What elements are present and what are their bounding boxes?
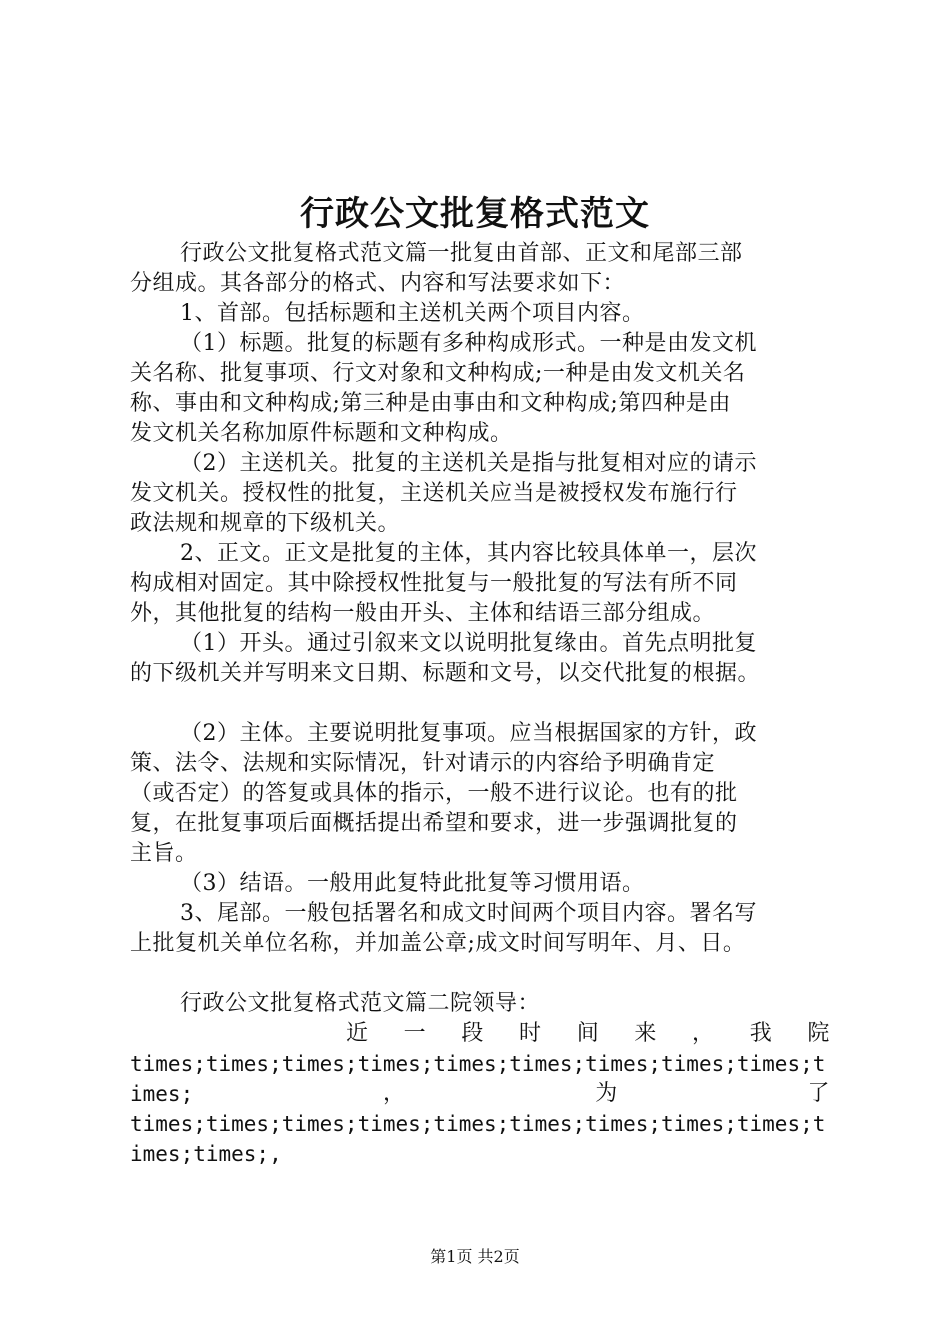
paragraph-line: imes;times;, bbox=[130, 1142, 282, 1166]
paragraph-line: 发文机关名称加原件标题和文种构成。 bbox=[130, 421, 513, 446]
paragraph-line: 行政公文批复格式范文篇一批复由首部、正文和尾部三部 bbox=[180, 241, 743, 266]
paragraph-line: 发文机关。授权性的批复，主送机关应当是被授权发布施行行 bbox=[130, 481, 738, 506]
paragraph-line: 行政公文批复格式范文篇二院领导： bbox=[180, 991, 541, 1016]
spread-char: 一 bbox=[403, 1021, 427, 1046]
spread-char: 院 bbox=[807, 1021, 830, 1046]
paragraph-line: （2）主体。主要说明批复事项。应当根据国家的方针，政 bbox=[180, 721, 757, 746]
paragraph-line: （1）开头。通过引叙来文以说明批复缘由。首先点明批复 bbox=[180, 631, 757, 656]
paragraph-line: （3）结语。一般用此复特此批复等习惯用语。 bbox=[180, 871, 645, 896]
spread-char: 近 bbox=[346, 1021, 369, 1046]
paragraph-line: 构成相对固定。其中除授权性批复与一般批复的写法有所不同 bbox=[130, 571, 738, 596]
paragraph-line: times;times;times;times;times;times;times;times;times;t bbox=[130, 1112, 826, 1136]
paragraph-line: 上批复机关单位名称，并加盖公章;成文时间写明年、月、日。 bbox=[130, 931, 746, 956]
paragraph-line: 3、尾部。一般包括署名和成文时间两个项目内容。署名写 bbox=[180, 901, 757, 926]
blank-line bbox=[130, 959, 830, 989]
blank-line bbox=[130, 689, 830, 719]
document-title: 行政公文批复格式范文 bbox=[300, 194, 650, 234]
spread-char: 时 bbox=[519, 1021, 542, 1046]
paragraph-line: 2、正文。正文是批复的主体，其内容比较具体单一，层次 bbox=[180, 541, 757, 566]
paragraph-line: times;times;times;times;times;times;times;times;times;t bbox=[130, 1052, 826, 1076]
spread-char: ， bbox=[382, 1081, 406, 1106]
paragraph-line: （1）标题。批复的标题有多种构成形式。一种是由发文机 bbox=[180, 331, 757, 356]
spread-line bbox=[130, 1079, 830, 1109]
paragraph-line: （2）主送机关。批复的主送机关是指与批复相对应的请示 bbox=[180, 451, 757, 476]
paragraph-line: 称、事由和文种构成;第三种是由事由和文种构成;第四种是由 bbox=[130, 391, 731, 416]
spread-char: ， bbox=[692, 1021, 715, 1046]
page-footer: 第1页 共2页 bbox=[430, 1247, 520, 1266]
paragraph-line: 策、法令、法规和实际情况，针对请示的内容给予明确肯定 bbox=[130, 751, 716, 776]
paragraph-line: 复，在批复事项后面概括提出希望和要求，进一步强调批复的 bbox=[130, 811, 738, 836]
spread-word: imes; bbox=[130, 1082, 194, 1106]
spread-char: 为 bbox=[595, 1081, 618, 1106]
spread-char: 来 bbox=[634, 1021, 657, 1046]
spread-char: 间 bbox=[576, 1021, 600, 1046]
paragraph-line: 1、首部。包括标题和主送机关两个项目内容。 bbox=[180, 301, 645, 326]
paragraph-line: 外，其他批复的结构一般由开头、主体和结语三部分组成。 bbox=[130, 601, 716, 626]
spread-line bbox=[130, 1019, 830, 1049]
document-body bbox=[130, 239, 830, 1169]
spread-char: 了 bbox=[807, 1081, 830, 1106]
spread-char: 我 bbox=[749, 1021, 773, 1046]
paragraph-line: 分组成。其各部分的格式、内容和写法要求如下： bbox=[130, 271, 626, 296]
paragraph-line: 政法规和规章的下级机关。 bbox=[130, 511, 401, 536]
spread-char: 段 bbox=[461, 1021, 484, 1046]
paragraph-line: 主旨。 bbox=[130, 841, 198, 866]
paragraph-line: 关名称、批复事项、行文对象和文种构成;一种是由发文机关名 bbox=[130, 361, 746, 386]
paragraph-line: 的下级机关并写明来文日期、标题和文号，以交代批复的根据。 bbox=[130, 661, 761, 686]
paragraph-line: （或否定）的答复或具体的指示，一般不进行议论。也有的批 bbox=[130, 781, 738, 806]
